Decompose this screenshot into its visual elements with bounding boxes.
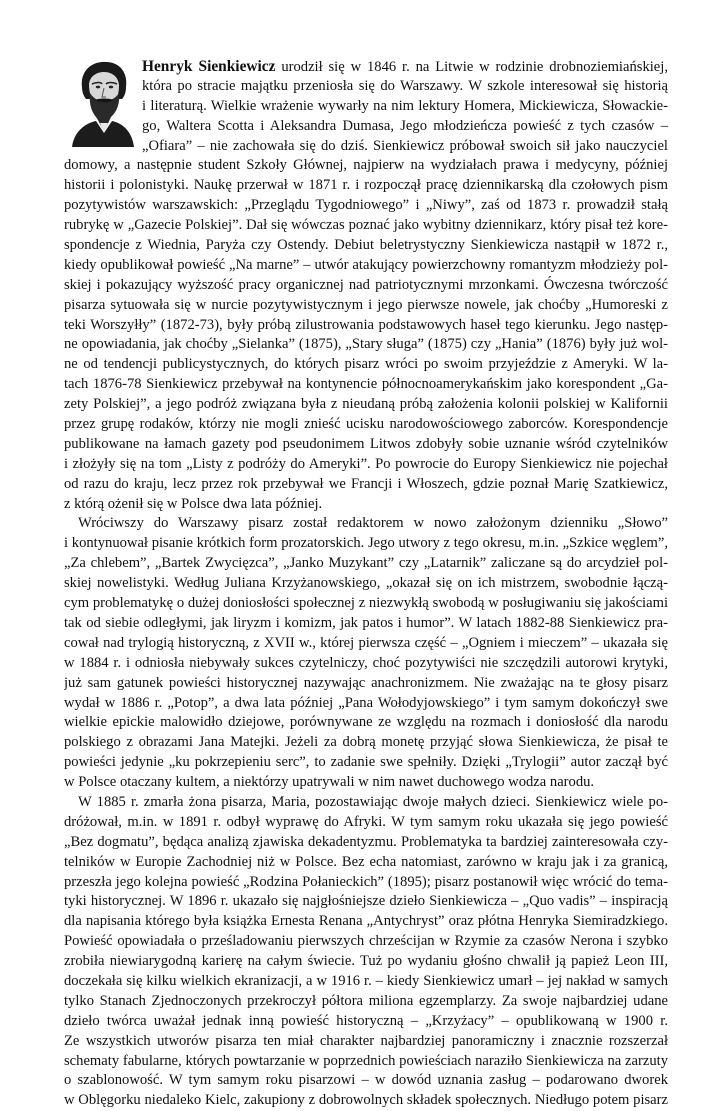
text-line: kiedy opublikował powieść „Na marne” – utwór atakujący powierzchowny romantyzm młodzieży pol- xyxy=(64,256,668,273)
text-line: tach 1876-78 Sienkiewicz przebywał na kontynencie północnoamerykańskim jako korespondent „Ga- xyxy=(64,376,668,393)
text-line: w Oblęgorku niedaleko Kielc, zakupiony z dobrowolnych składek społecznych. Niedługo potem pisarz xyxy=(64,1092,668,1109)
text-line: cym problematykę o dużej doniosłości społecznej z niezwykłą swobodą w posługiwaniu się jakościami xyxy=(64,595,668,612)
text-line: Powieść opowiadała o prześladowaniu pierwszych chrześcijan w Rzymie za czasów Nerona i szybko xyxy=(64,933,668,950)
text-line: w 1884 r. i odniosła niebywały sukces czytelniczy, choć pozytywiści nie szczędzili autorowi krytyki, xyxy=(64,654,668,671)
author-name: Henryk Sienkiewicz xyxy=(142,58,276,75)
paragraph-3 xyxy=(64,793,668,1111)
text-line: „Ofiara” – nie zachowała się do dziś. Sienkiewicz próbował swoich sił jako nauczyciel xyxy=(142,137,668,154)
text-line: przeszła jego kolejna powieść „Rodzina Połanieckich” (1895); pisarz postanowił więc wrócić do tema- xyxy=(64,873,668,890)
text-line: wydał w 1886 r. „Potop”, a dwa lata później „Pana Wołodyjowskiego” i tym samym dokończył swe xyxy=(64,694,668,711)
text-line: ne opowiadania, jak choćby „Sielanka” (1875), „Stary sługa” (1875) czy „Hania” (1876) były już wol- xyxy=(64,336,668,353)
text-line: skiej i pokazujący wyższość pracy organicznej nad patriotycznymi mrzonkami. Ówczesna twórczość xyxy=(64,276,668,293)
text-line: dla napisania którego była książka Ernesta Renana „Antychryst” oraz płótna Henryka Siemiradzkiego. xyxy=(64,913,668,930)
text-line: i literaturą. Wielkie wrażenie wywarły na nim lektury Homera, Mickiewicza, Słowackie- xyxy=(142,97,668,114)
author-portrait-image xyxy=(64,57,138,147)
text-line: Ze wszystkich utworów pisarza ten miał charakter najbardziej panoramiczny i znacznie rozszerzał xyxy=(64,1032,668,1049)
text-line: go, Waltera Scotta i Aleksandra Dumasa, Jego młodzieńcza powieść z tych czasów – xyxy=(142,117,668,134)
text-line: W 1885 r. zmarła żona pisarza, Maria, pozostawiając dwoje małych dzieci. Sienkiewicz wiele po- xyxy=(78,793,668,810)
paragraph-2 xyxy=(64,514,668,792)
text-line: pisarza sytuowała się w nurcie pozytywistycznym i jego pierwsze nowele, jak choćby „Humoreski z xyxy=(64,296,668,313)
text-line: powieści jedynie „ku pokrzepieniu serc”, to zadanie swe spełniły. Dzięki „Trylogii” autor zaczął być xyxy=(64,754,668,771)
first-line xyxy=(142,57,668,77)
text-line: historii i polonistyki. Naukę przerwał w 1871 r. i rozpoczął pracę dziennikarską dla czołowych pism xyxy=(64,177,668,194)
text-line: wielkie epickie malowidło dziejowe, porównywane ze względu na rozmach i doniosłość dla narodu xyxy=(64,714,668,731)
text-line: z którą ożenił się w Polsce dwa lata później. xyxy=(64,495,323,512)
text-line: tylko Stanach Zjednoczonych przekroczył półtora miliona egzemplarzy. Za swoje najbardziej udane xyxy=(64,992,668,1009)
text-line: dróżował, m.in. w 1891 r. odbył wyprawę do Afryki. W tym samym roku ukazała się jego powieść xyxy=(64,813,668,830)
text-line: cował nad trylogią historyczną, z XVII w., której pierwsza część – „Ogniem i mieczem” – ukazała się xyxy=(64,634,668,651)
text-line: pozytywistów warszawskich: „Przeglądu Tygodniowego” i „Niwy”, zaś od 1873 r. prowadził stałą xyxy=(64,197,668,214)
text-line: zrobiła niewiarygodną karierę na całym świecie. Tuż po wydaniu głośno chwalił ją papież Leon III, xyxy=(64,953,668,970)
text-line: „Za chlebem”, „Bartek Zwycięzca”, „Janko Muzykant” czy „Latarnik” zaliczane są do arcydzieł pol- xyxy=(64,555,668,572)
text-line: która po stracie majątku przeniosła się do Warszawy. W szkole interesował się historią xyxy=(142,77,668,94)
paragraph-1 xyxy=(64,77,668,515)
text-line: już sam gatunek powieści historycznej nazywając anachronizmem. Nie zważając na te głosy pisarz xyxy=(64,674,668,691)
first-line-text: urodził się w 1846 r. na Litwie w rodzinie drobnoziemiańskiej, xyxy=(281,59,668,75)
text-line: schematy fabularne, których powtarzanie w poprzednich powieściach naraziło Sienkiewicza na zarzuty xyxy=(64,1052,668,1069)
text-line: doczekała się kilku wielkich ekranizacji, a w 1916 r. – kiedy Sienkiewicz umarł – jej nakład w samych xyxy=(64,972,668,989)
text-line: przez grupę rodaków, którzy nie mogli znieść ucisku narodowościowego zaborców. Korespondencje xyxy=(64,416,668,433)
text-line: spondencje z Wiednia, Paryża czy Ostendy. Debiut beletrystyczny Sienkiewicza nastąpił w 1872 r., xyxy=(64,237,668,254)
text-line: i kontynuował pisanie krótkich form prozatorskich. Jego utwory z tego okresu, m.in. „Szkice węglem”, xyxy=(64,535,668,552)
text-line: publikowane na łamach gazety pod pseudonimem Litwos zdobyły sobie uznanie wśród czytelników xyxy=(64,435,668,452)
text-line: Wróciwszy do Warszawy pisarz został redaktorem w nowo założonym dzienniku „Słowo” xyxy=(78,515,668,532)
biography-page xyxy=(64,57,668,1111)
text-line: rubrykę w „Gazecie Polskiej”. Dał się wówczas poznać jako wybitny dziennikarz, który pisał też kore- xyxy=(64,217,668,234)
text-line: dzieło twórca uważał jednak inną powieść historyczną – „Krzyżacy” – opublikowaną w 1900 r. xyxy=(64,1012,668,1029)
text-line: telników w Europie Zachodniej niż w Polsce. Bez echa natomiast, zarówno w kraju jak i za granicą, xyxy=(64,853,668,870)
text-line: „Bez dogmatu”, będąca analizą zjawiska dekadentyzmu. Problematyka ta bardziej zainteresowała czy- xyxy=(64,833,668,850)
text-line: o szablonowość. W tym samym roku pisarzowi – w dowód uznania zasług – podarowano dworek xyxy=(64,1072,668,1089)
text-line: tak od siebie odległymi, jak liryzm i komizm, jak patos i humor”. W latach 1882-88 Sienkiewicz pra- xyxy=(64,614,668,631)
text-line: ne od tendencji publicystycznych, do których pisarz wróci po swoim przyjeździe z Ameryki. W la- xyxy=(64,356,668,373)
text-line: od razu do kraju, lecz przez rok przebywał we Francji i Włoszech, gdzie poznał Marię Szatkiewicz, xyxy=(64,475,668,492)
text-line: polskiego z obrazami Jana Matejki. Jeżeli za dobrą monetę przyjąć słowa Sienkiewicza, że pisał te xyxy=(64,734,668,751)
text-line: tyki historycznej. W 1896 r. ukazało się najgłośniejsze dzieło Sienkiewicza – „Quo vadis” – inspiracją xyxy=(64,893,668,910)
text-line: w Polsce otaczany kultem, a niektórzy upatrywali w nim nawet duchowego wodza narodu. xyxy=(64,774,595,791)
text-line: skiej nowelistyki. Według Juliana Krzyżanowskiego, „okazał się on ich mistrzem, swobodnie łączą- xyxy=(64,575,668,592)
text-line: i złożyły się na tom „Listy z podróży do Ameryki”. Po powrocie do Europy Sienkiewicz nie pojechał xyxy=(64,455,668,472)
text-line: domowy, a następnie student Szkoły Głównej, najpierw na wydziałach prawa i medycyny, później xyxy=(64,157,668,174)
text-line: teki Worszyłły” (1872-73), były próbą zilustrowania podstawowych haseł tego kierunku. Jego następ- xyxy=(64,316,668,333)
text-line: zety Polskiej”, a jego podróż związana była z nieudaną próbą założenia kolonii polskiej w Kalifornii xyxy=(64,396,668,413)
